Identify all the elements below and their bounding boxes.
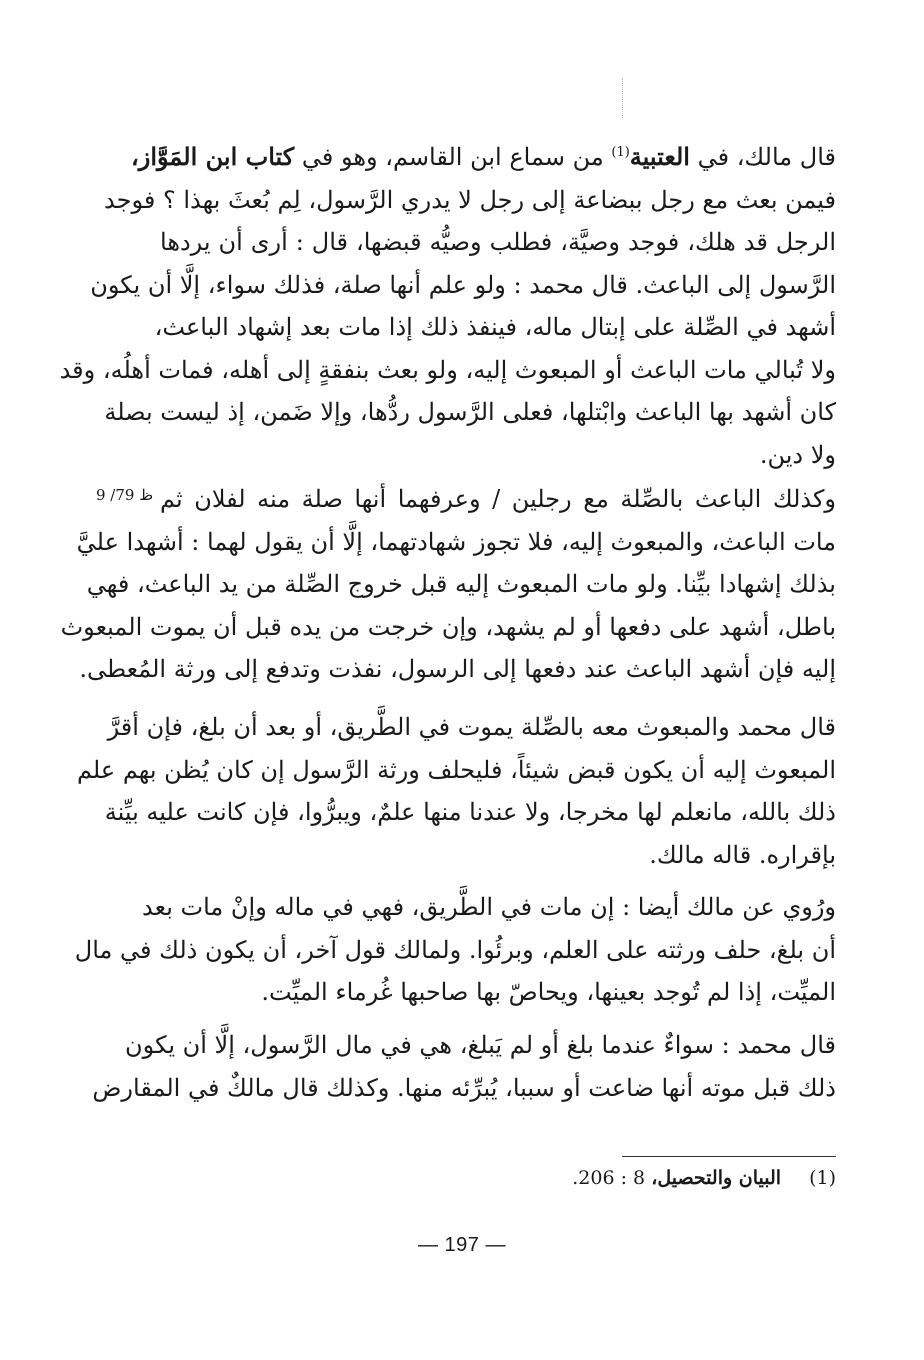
text-line: ولا دين. — [759, 440, 836, 469]
text-line: قال مالك، في العتبية$^{(1)}$ من سماع ابن القاسم، وهو في كتاب ابن المَوَّاز، — [131, 142, 836, 171]
manuscript-folio-note: 9 /79 ظ — [96, 486, 154, 504]
text-line: الميِّت، إذا لم تُوجد بعينها، ويحاصّ بها صاحبها غُرماء الميِّت. — [261, 978, 836, 1006]
text-line: بذلك إشهادا بيِّنا. ولو مات المبعوث إليه قبل خروج الصِّلة من يد الباعث، فهي — [86, 570, 836, 598]
paragraph-3 — [76, 706, 836, 876]
text-line: باطل، أشهد على دفعها أو لم يشهد، وإن خرجت من يده قبل أن يموت المبعوث — [60, 612, 836, 641]
text-line: قال محمد : سواءٌ عندما بلغ أو لم يَبلغ، هي في مال الرَّسول، إلَّا أن يكون — [125, 1031, 836, 1059]
text-line: وكذلك الباعث بالصِّلة مع رجلين / وعرفهما أنها صلة منه لفلان ثم — [160, 485, 836, 513]
footnote — [572, 1167, 836, 1189]
text-line: ذلك بالله، مانعلم لها مخرجا، ولا عندنا منها علمٌ، ويبرُّوا، فإن كانت عليه بيِّنة — [104, 798, 836, 826]
paragraph-1 — [59, 136, 836, 476]
text-line: مات الباعث، والمبعوث إليه، فلا تجوز شهادتهما، إلَّا أن يقول لهما : أشهدا عليَّ — [76, 527, 836, 556]
paragraph-5 — [92, 1024, 836, 1109]
text-line: الرجل قد هلك، فوجد وصيَّة، فطلب وصيُّه قبضها، قال : أرى أن يردها — [160, 228, 836, 256]
text-line: أن بلغ، حلف ورثته على العلم، وبرئُوا. ولمالك قول آخر، أن يكون ذلك في مال — [74, 935, 836, 964]
text-line: قال محمد والمبعوث معه بالصِّلة يموت في الطَّريق، أو بعد أن بلغ، فإن أقرَّ — [107, 713, 836, 741]
text-line: إليه فإن أشهد الباعث عند دفعها إلى الرسول، نفذت وتدفع إلى ورثة المُعطى. — [79, 655, 836, 683]
text-line: أشهد في الصِّلة على إبتال ماله، فينفذ ذلك إذا مات بعد إشهاد الباعث، — [154, 313, 836, 341]
paragraph-4 — [74, 886, 836, 1014]
book-title-mawwaz: كتاب ابن المَوَّاز، — [131, 142, 295, 171]
footnote-ref: (1) — [611, 145, 630, 160]
footnote-number: (1) — [809, 1167, 836, 1189]
footnote-source: البيان والتحصيل، — [651, 1167, 782, 1189]
text-line: الرَّسول إلى الباعث. قال محمد : ولو علم أنها صلة، فذلك سواء، إلَّا أن يكون — [90, 270, 836, 299]
text-line: ولا تُبالي مات الباعث أو المبعوث إليه، ولو بعث بنفقةٍ إلى أهله، فمات أهلُه، وقد — [59, 355, 836, 384]
text-line: بإقراره. قاله مالك. — [649, 840, 836, 869]
footnote-reference: 8 : 206. — [572, 1167, 652, 1189]
text-line: ورُوي عن مالك أيضا : إن مات في الطَّريق، فهي في ماله وإنْ مات بعد — [142, 893, 836, 921]
footnote-divider — [622, 1156, 836, 1157]
page-number: — 197 — — [418, 1234, 506, 1256]
text-line: المبعوث إليه أن يكون قبض شيئاً، فليحلف ورثة الرَّسول إن كان يُظن بهم علم — [76, 755, 836, 784]
book-title-otbia: العتبية — [629, 142, 690, 171]
gutter-mark — [622, 78, 624, 118]
text-line: ذلك قبل موته أنها ضاعت أو سببا، يُبرِّئه منها. وكذلك قال مالكٌ في المقارض — [92, 1073, 836, 1102]
text-line: فيمن بعث مع رجل ببضاعة إلى رجل لا يدري الرَّسول، لِم بُعثَ بهذا ؟ فوجد — [104, 185, 836, 214]
text-line: كان أشهد بها الباعث وابْتلها، فعلى الرَّسول ردُّها، وإلا ضَمن، إذ ليست بصلة — [104, 398, 836, 426]
